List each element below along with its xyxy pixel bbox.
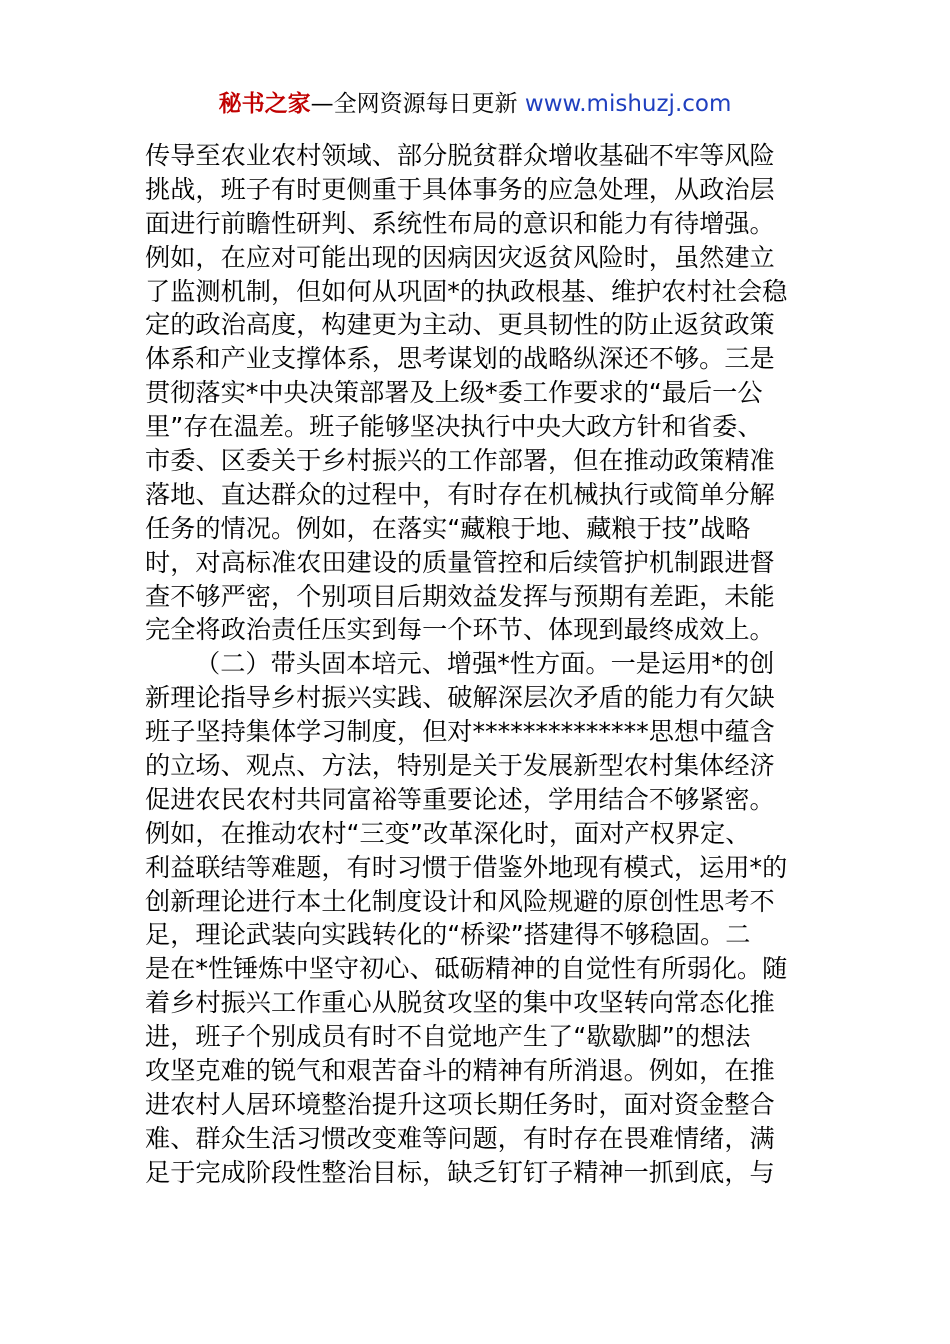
- text-line: 攻坚克难的锐气和艰苦奋斗的精神有所消退。例如，在推: [145, 1056, 775, 1086]
- text-line: 足，理论武装向实践转化的“桥梁”搭建得不够稳固。二: [145, 920, 751, 950]
- text-line: 贯彻落实*中央决策部署及上级*委工作要求的“最后一公: [145, 378, 763, 408]
- document-body: [145, 139, 815, 1190]
- text-line: 新理论指导乡村振兴实践、破解深层次矛盾的能力有欠缺: [145, 683, 775, 713]
- text-line: 完全将政治责任压实到每一个环节、体现到最终成效上。: [145, 615, 775, 645]
- text-line: 传导至农业农村领域、部分脱贫群众增收基础不牢等风险: [145, 141, 775, 170]
- site-brand: 秘书之家: [218, 91, 311, 117]
- text-line: 进农村人居环境整治提升这项长期任务时，面对资金整合: [145, 1089, 775, 1119]
- text-line: 面进行前瞻性研判、系统性布局的意识和能力有待增强。: [145, 208, 775, 238]
- text-line: 时，对高标准农田建设的质量管控和后续管护机制跟进督: [145, 547, 775, 577]
- text-line: 体系和产业支撑体系，思考谋划的战略纵深还不够。三是: [145, 344, 775, 374]
- text-line: 例如，在应对可能出现的因病因灾返贫风险时，虽然建立: [145, 242, 775, 272]
- text-line: 挑战，班子有时更侧重于具体事务的应急处理，从政治层: [145, 174, 775, 204]
- text-line: 创新理论进行本土化制度设计和风险规避的原创性思考不: [145, 886, 775, 916]
- text-line: 查不够严密，个别项目后期效益发挥与预期有差距，未能: [145, 581, 775, 611]
- site-url-link[interactable]: www.mishuzj.com: [524, 91, 732, 117]
- text-line: 例如，在推动农村“三变”改革深化时，面对产权界定、: [145, 818, 751, 848]
- text-line: 足于完成阶段性整治目标，缺乏钉钉子精神一抓到底，与: [145, 1157, 775, 1187]
- text-line: 进，班子个别成员有时不自觉地产生了“歇歇脚”的想法: [145, 1022, 751, 1052]
- text-line: 促进农民农村共同富裕等重要论述，学用结合不够紧密。: [145, 784, 775, 814]
- text-line: 了监测机制，但如何从巩固*的执政根基、维护农村社会稳: [145, 276, 788, 306]
- site-tagline: —全网资源每日更新: [310, 91, 525, 117]
- text-line: 落地、直达群众的过程中，有时存在机械执行或简单分解: [145, 479, 775, 509]
- site-header: [0, 88, 950, 120]
- text-line: 里”存在温差。班子能够坚决执行中央大政方针和省委、: [145, 412, 763, 442]
- text-line: 着乡村振兴工作重心从脱贫攻坚的集中攻坚转向常态化推: [145, 988, 775, 1018]
- text-line: 的立场、观点、方法，特别是关于发展新型农村集体经济: [145, 751, 775, 781]
- text-line: 难、群众生活习惯改变难等问题，有时存在畏难情绪，满: [145, 1123, 775, 1153]
- text-line: 定的政治高度，构建更为主动、更具韧性的防止返贫政策: [145, 310, 775, 340]
- text-line: 市委、区委关于乡村振兴的工作部署，但在推动政策精准: [145, 446, 775, 476]
- text-line: 任务的情况。例如，在落实“藏粮于地、藏粮于技”战略: [145, 513, 751, 543]
- section-heading-line: （二）带头固本培元、增强*性方面。一是运用*的创: [195, 649, 775, 679]
- text-line: 班子坚持集体学习制度，但对**************思想中蕴含: [145, 717, 775, 747]
- text-line: 是在*性锤炼中坚守初心、砥砺精神的自觉性有所弱化。随: [145, 954, 788, 984]
- text-line: 利益联结等难题，有时习惯于借鉴外地现有模式，运用*的: [145, 852, 788, 882]
